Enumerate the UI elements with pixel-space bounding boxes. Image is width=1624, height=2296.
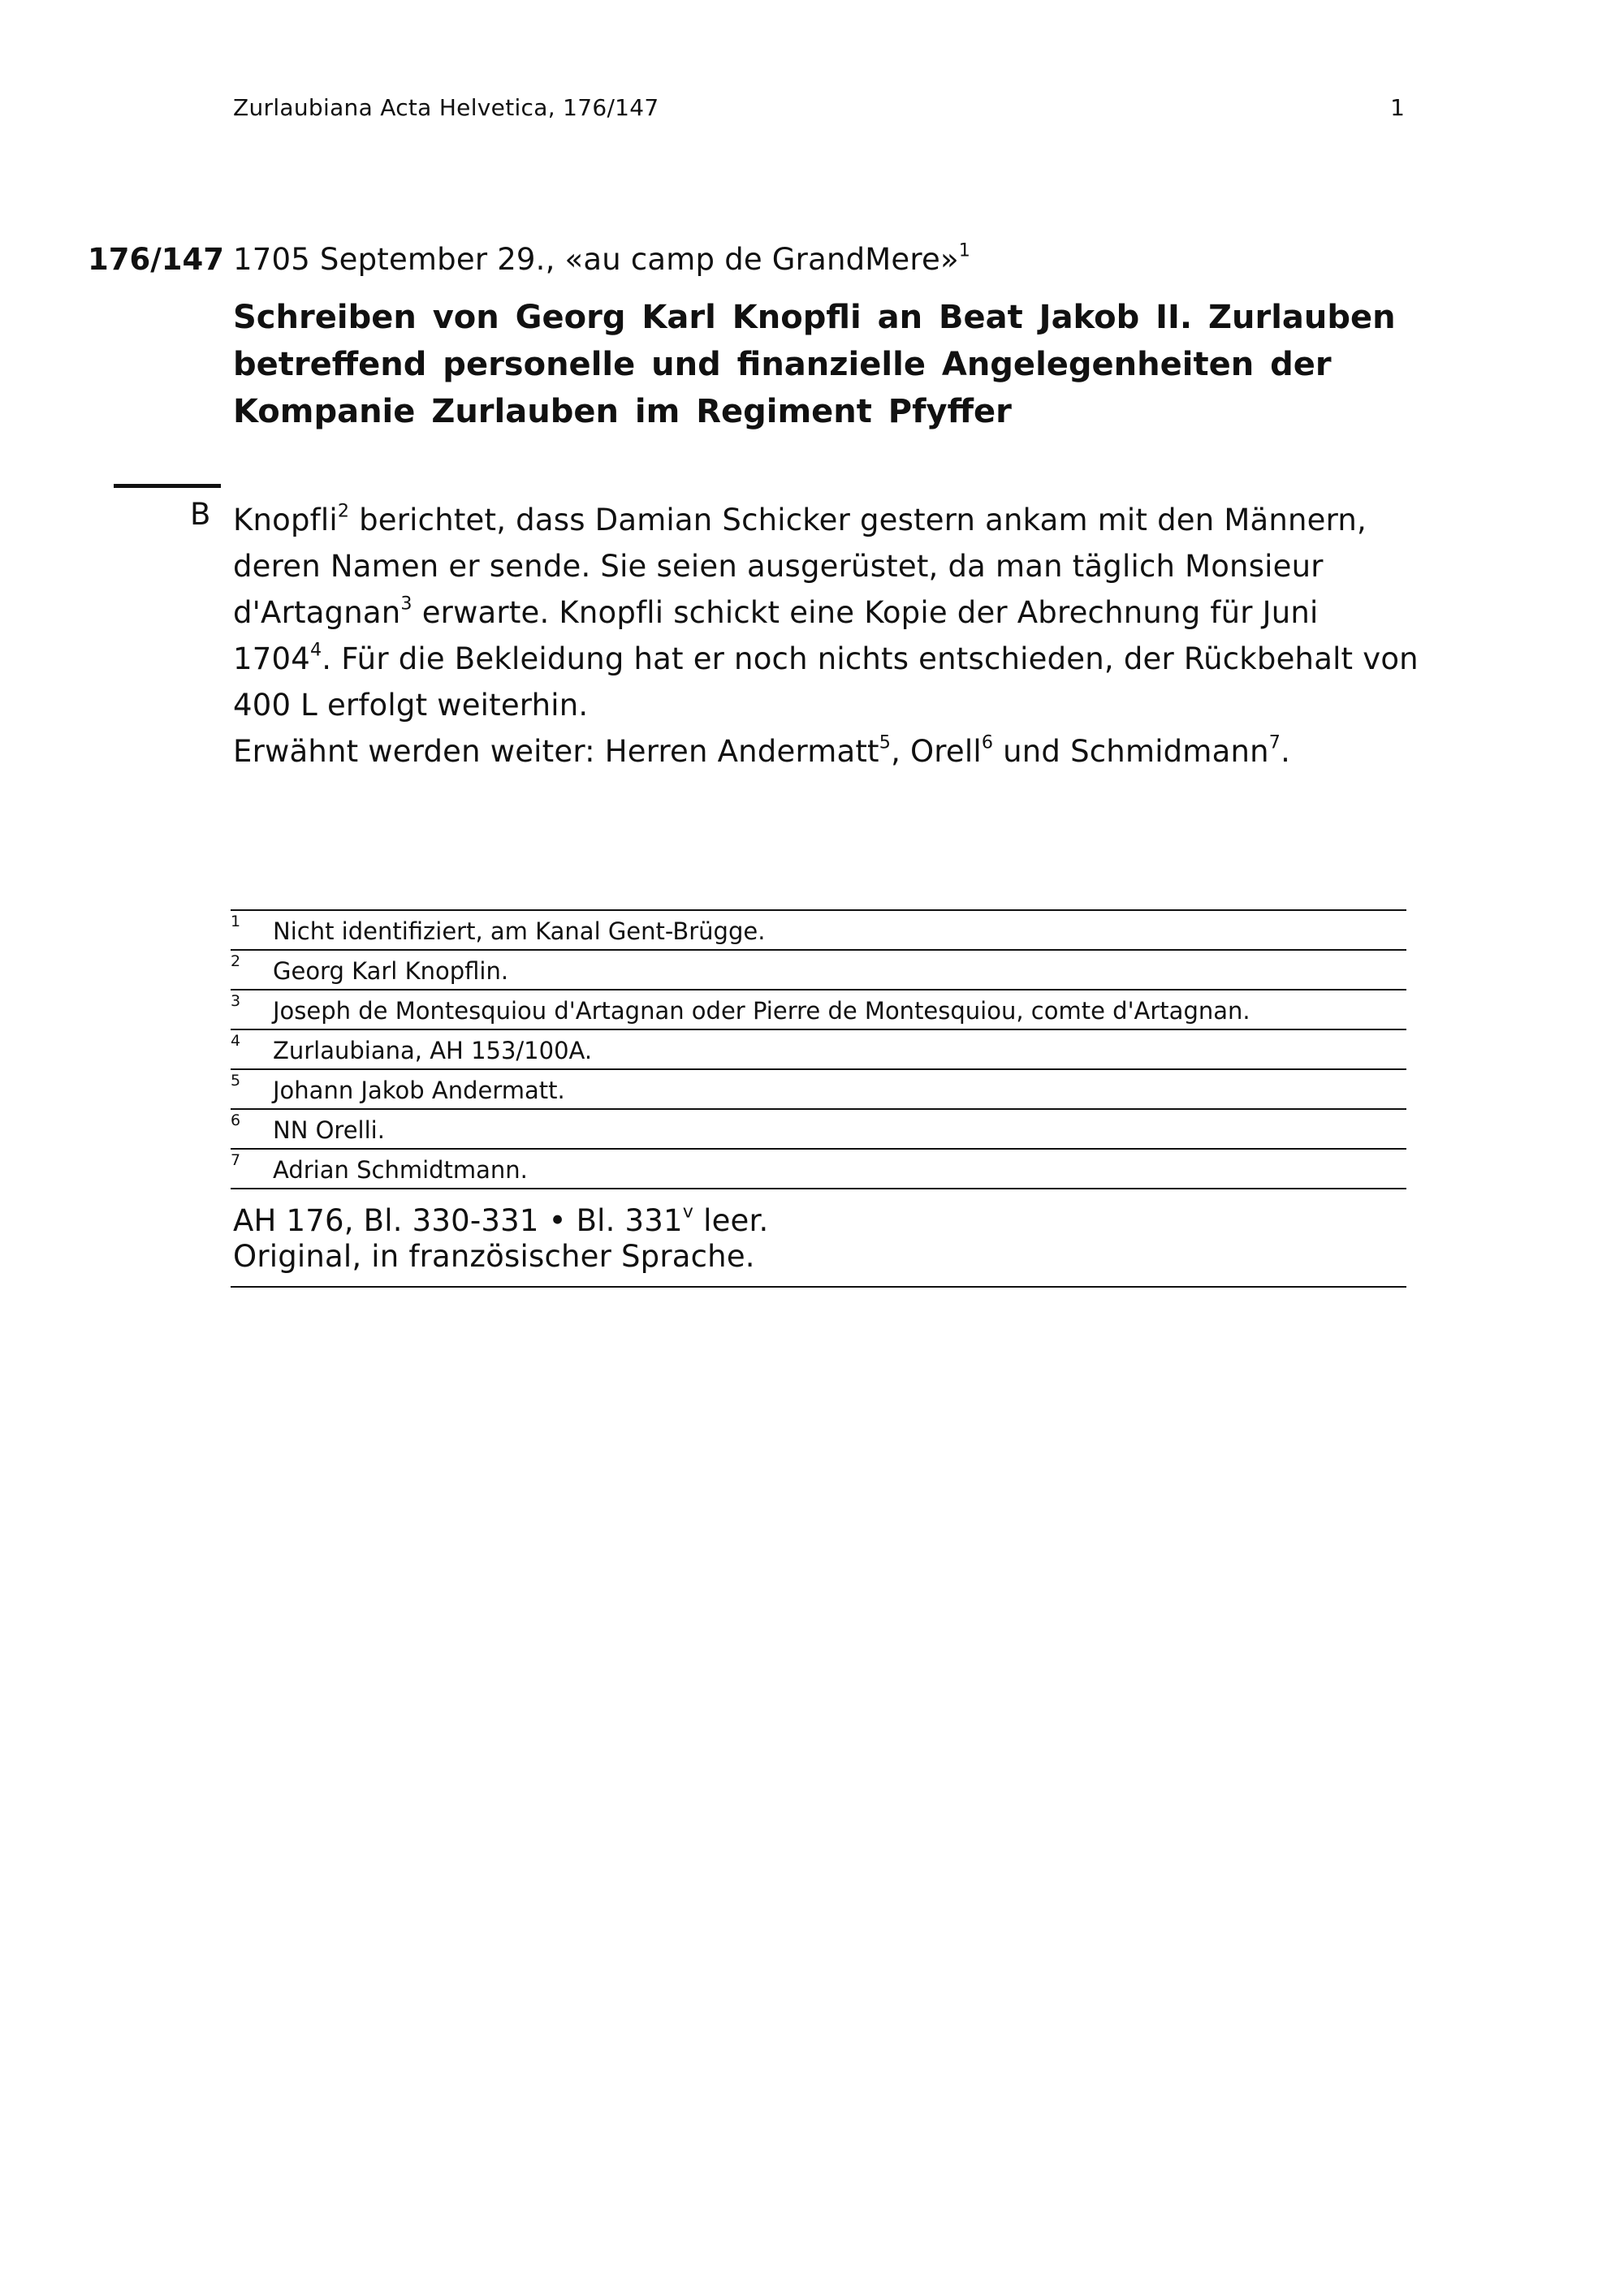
date-text: 1705 September 29., «au camp de GrandMere» [233,242,959,277]
footnote-number: 3 [231,992,241,1010]
footnote-text: NN Orelli. [273,1116,385,1144]
source-citation [231,1203,1406,1288]
footnote-number: 7 [231,1151,241,1169]
footnote-text: Georg Karl Knopflin. [273,957,509,985]
footnote [231,1150,1406,1189]
footnote-ref-1: 1 [958,240,971,261]
footnote-text: Joseph de Montesquiou d'Artagnan oder Pierre de Montesquiou, comte d'Artagnan. [273,997,1250,1025]
source-line-2: Original, in französischer Sprache. [233,1239,755,1274]
source-line-1: AH 176, Bl. 330-331 • Bl. 331$^v$ leer. [233,1201,769,1238]
section-divider [114,484,221,488]
footnote [231,990,1406,1030]
document-title: Schreiben von Georg Karl Knopfli an Beat Jakob II. Zurlauben betreffend personelle und finanzielle Angelegenheiten der Kompanie Zurlauben im Regiment Pfyffer [233,299,1396,430]
body-marker: B [190,497,211,532]
page-number: 1 [1390,94,1405,121]
footnote-ref-4: 4 [309,639,322,661]
footnote-number: 6 [231,1111,241,1129]
footnote [231,951,1406,990]
footnote-ref-3: 3 [400,593,412,615]
running-header: Zurlaubiana Acta Helvetica, 176/147 [233,94,659,121]
footnote-ref-5: 5 [879,732,892,753]
date-line [233,242,970,277]
summary-text [233,497,1419,775]
footnote [231,911,1406,951]
footnotes-list [231,909,1406,1189]
footnote [231,1110,1406,1150]
footnote-text: Adrian Schmidtmann. [273,1156,528,1184]
verso-superscript: v [682,1201,694,1223]
document-number: 176/147 [88,242,224,277]
footnote-number: 1 [231,913,241,930]
footnote-ref-6: 6 [981,732,994,753]
footnote [231,1030,1406,1070]
footnote [231,1070,1406,1110]
footnote-number: 4 [231,1032,241,1050]
mentions-paragraph: Erwähnt werden weiter: Herren Andermatt$^5$, Orell$^6$ und Schmidmann$^7$. [233,732,1291,769]
footnote-text: Nicht identifiziert, am Kanal Gent-Brügge. [273,917,766,945]
footnote-text: Johann Jakob Andermatt. [273,1077,565,1104]
footnote-ref-2: 2 [337,500,350,522]
footnote-number: 5 [231,1072,241,1090]
summary-paragraph: Knopfli$^2$ berichtet, dass Damian Schicker gestern ankam mit den Männern, deren Namen er sende. Sie seien ausgerüstet, da man täglich Monsieur d'Artagnan$^3$ erwarte. Knopfli schickt eine Kopie der Abrechnung für Juni 1704$^4$. Für die Bekleidung hat er noch nichts entschieden, der Rückbehalt von 400 L erfolgt weiterhin. [233,500,1419,723]
footnote-text: Zurlaubiana, AH 153/100A. [273,1037,593,1064]
footnote-ref-7: 7 [1268,732,1281,753]
footnote-number: 2 [231,952,241,970]
